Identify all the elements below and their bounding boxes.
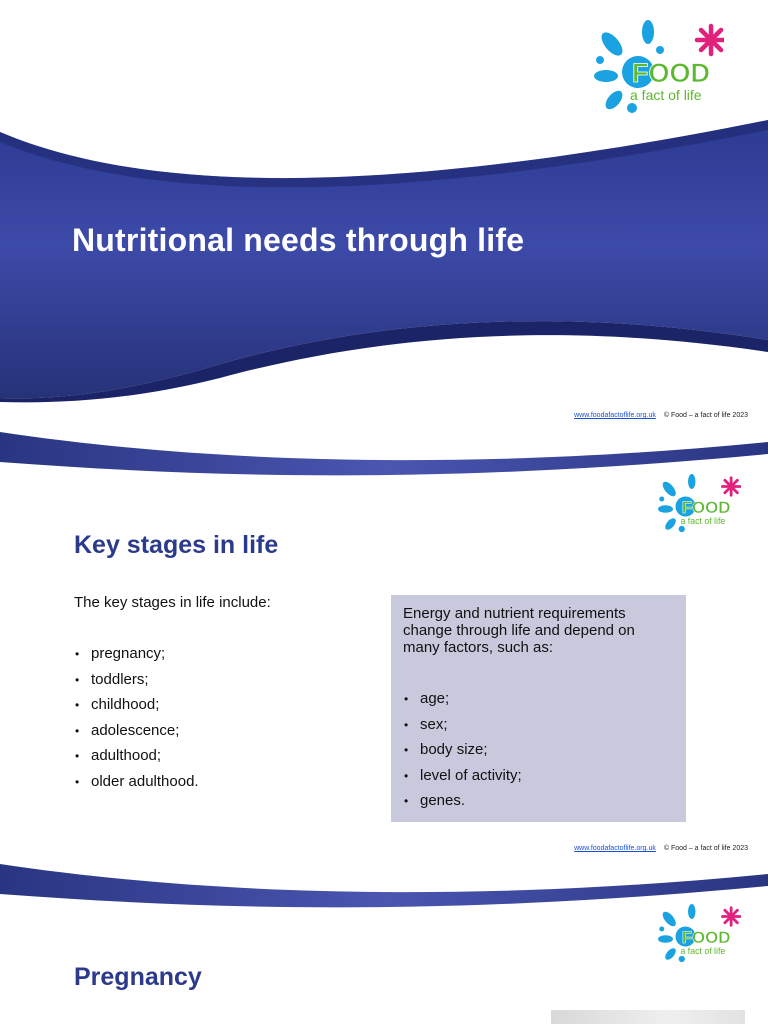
- food-a-fact-of-life-logo: [655, 474, 741, 534]
- list-item: • adolescence;: [74, 722, 199, 748]
- logo-food-word: FOOD: [681, 927, 731, 947]
- list-item: • age;: [403, 690, 674, 716]
- slide-footer: [574, 845, 748, 852]
- header-swoosh: [0, 864, 768, 934]
- header-swoosh: [0, 432, 768, 502]
- slide-heading: Pregnancy: [74, 963, 202, 991]
- stages-list: [74, 645, 199, 798]
- food-a-fact-of-life-logo: [655, 904, 741, 964]
- intro-text: The key stages in life include:: [74, 594, 271, 611]
- list-item: • older adulthood.: [74, 773, 199, 799]
- slide-title: Nutritional needs through life: [72, 222, 525, 258]
- list-item: • pregnancy;: [74, 645, 199, 671]
- slide-heading: Key stages in life: [74, 531, 279, 559]
- logo-food-word: FOOD: [681, 497, 731, 517]
- list-item: • childhood;: [74, 696, 199, 722]
- footer-copyright: © Food – a fact of life 2023: [663, 845, 748, 852]
- list-item: • genes.: [403, 792, 674, 818]
- list-item: • toddlers;: [74, 671, 199, 697]
- footer-link[interactable]: www.foodafactoflife.org.uk: [574, 845, 656, 852]
- list-item: • adulthood;: [74, 747, 199, 773]
- pregnancy-slide: [0, 864, 768, 1024]
- logo-tagline: a fact of life: [680, 516, 726, 526]
- info-box-text: Energy and nutrient requirements change through life and depend on many factors, such as:: [403, 605, 635, 656]
- slide-image-partial: [551, 1010, 745, 1024]
- factors-list: [403, 690, 674, 818]
- food-a-fact-of-life-logo: [592, 20, 724, 116]
- footer-link[interactable]: www.foodafactoflife.org.uk: [574, 412, 656, 419]
- list-item: • body size;: [403, 741, 674, 767]
- slide-footer: [574, 412, 748, 419]
- list-item: • sex;: [403, 716, 674, 742]
- title-slide: [0, 0, 768, 432]
- list-item: • level of activity;: [403, 767, 674, 793]
- footer-copyright: © Food – a fact of life 2023: [663, 412, 748, 419]
- logo-food-word: FOOD: [632, 58, 710, 88]
- factors-info-box: [391, 595, 686, 822]
- logo-tagline: a fact of life: [630, 87, 702, 103]
- logo-tagline: a fact of life: [680, 946, 726, 956]
- key-stages-slide: [0, 432, 768, 864]
